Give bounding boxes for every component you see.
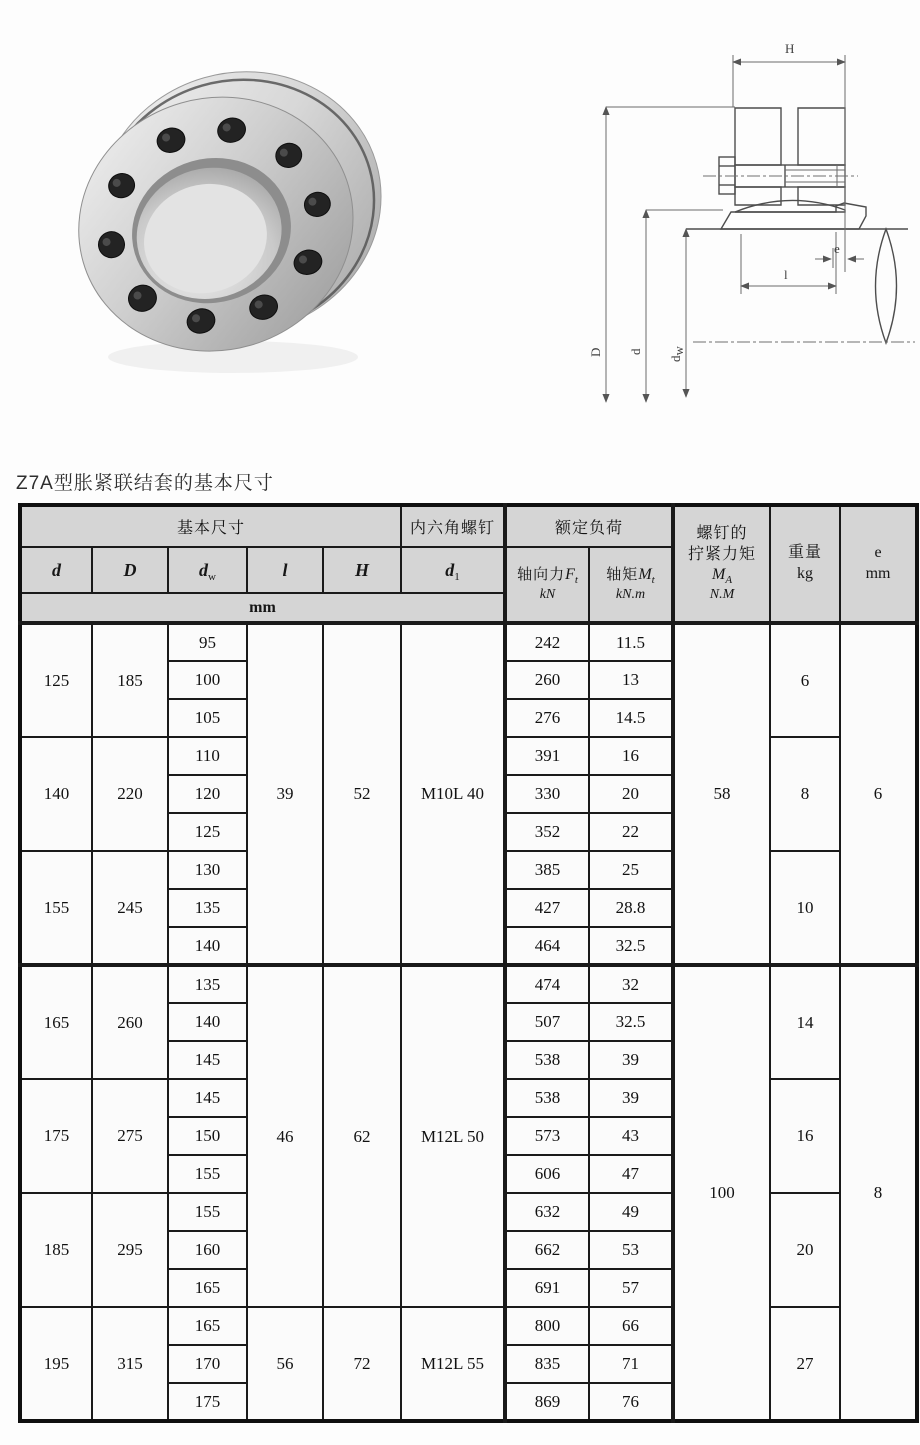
cell-H: 62 [323, 965, 401, 1307]
cell-axial-torque: 71 [589, 1345, 673, 1383]
cell-axial-force: 662 [505, 1231, 589, 1269]
cell-d: 140 [20, 737, 92, 851]
cell-dw: 100 [168, 661, 247, 699]
cell-d1: M12L 55 [401, 1307, 505, 1421]
cell-weight: 16 [770, 1079, 840, 1193]
cell-dw: 140 [168, 1003, 247, 1041]
diagram-label-H: H [785, 41, 795, 56]
table-row [20, 965, 917, 1003]
header-weight: 重量 kg [770, 505, 840, 623]
cell-axial-torque: 39 [589, 1041, 673, 1079]
cell-d: 175 [20, 1079, 92, 1193]
col-header-H: H [323, 547, 401, 593]
diagram-label-e: e [834, 241, 840, 256]
cell-dw: 155 [168, 1193, 247, 1231]
cell-axial-torque: 28.8 [589, 889, 673, 927]
dim-e [815, 241, 864, 268]
header-mm-unit: mm [20, 593, 505, 623]
page-title: Z7A型胀紧联结套的基本尺寸 [16, 473, 274, 494]
cell-axial-force: 464 [505, 927, 589, 965]
collar-section [735, 108, 845, 212]
cell-axial-torque: 25 [589, 851, 673, 889]
cell-d: 195 [20, 1307, 92, 1421]
cell-D: 315 [92, 1307, 168, 1421]
cell-axial-force: 632 [505, 1193, 589, 1231]
table-body [20, 623, 917, 1421]
cell-axial-force: 391 [505, 737, 589, 775]
col-header-axial-torque: 轴矩$M_t$ kN.m [589, 547, 673, 623]
cell-axial-force: 869 [505, 1383, 589, 1421]
cell-D: 295 [92, 1193, 168, 1307]
flange-section [686, 203, 908, 229]
diagram-label-l: l [784, 267, 788, 282]
product-photo [48, 52, 398, 397]
cell-D: 260 [92, 965, 168, 1079]
cell-axial-torque: 76 [589, 1383, 673, 1421]
cell-axial-torque: 14.5 [589, 699, 673, 737]
cell-axial-force: 538 [505, 1041, 589, 1079]
cell-axial-torque: 39 [589, 1079, 673, 1117]
cell-dw: 110 [168, 737, 247, 775]
diagram-label-dw: dw [668, 346, 686, 362]
table-row [20, 623, 917, 661]
spec-table-wrap [18, 503, 919, 1423]
cell-dw: 170 [168, 1345, 247, 1383]
cell-weight: 27 [770, 1307, 840, 1421]
cell-dw: 130 [168, 851, 247, 889]
dim-dw [668, 229, 686, 397]
cell-axial-force: 242 [505, 623, 589, 661]
cell-dw: 145 [168, 1041, 247, 1079]
cell-dw: 95 [168, 623, 247, 661]
cell-axial-force: 276 [505, 699, 589, 737]
cell-d: 165 [20, 965, 92, 1079]
dim-H [733, 41, 845, 272]
header-tightening-torque: 螺钉的 拧紧力矩 $M_A$ N.M [673, 505, 770, 623]
cell-axial-force: 385 [505, 851, 589, 889]
cell-dw: 155 [168, 1155, 247, 1193]
cell-e: 6 [840, 623, 917, 965]
cell-weight: 6 [770, 623, 840, 737]
cell-axial-force: 507 [505, 1003, 589, 1041]
cell-axial-torque: 57 [589, 1269, 673, 1307]
cell-l: 46 [247, 965, 323, 1307]
cell-dw: 120 [168, 775, 247, 813]
header-hex-screw: 内六角螺钉 [401, 505, 505, 547]
col-header-d1: $d_1$ [401, 547, 505, 593]
cell-D: 275 [92, 1079, 168, 1193]
cell-weight: 20 [770, 1193, 840, 1307]
cell-axial-force: 800 [505, 1307, 589, 1345]
col-header-l: l [247, 547, 323, 593]
cell-dw: 135 [168, 889, 247, 927]
dim-D [588, 107, 735, 402]
cell-d: 125 [20, 623, 92, 737]
cell-d1: M10L 40 [401, 623, 505, 965]
header-basic-dims: 基本尺寸 [20, 505, 401, 547]
cell-axial-force: 330 [505, 775, 589, 813]
cell-dw: 165 [168, 1269, 247, 1307]
table-row [20, 1307, 917, 1345]
cell-axial-force: 691 [505, 1269, 589, 1307]
cell-axial-torque: 16 [589, 737, 673, 775]
cell-dw: 175 [168, 1383, 247, 1421]
cell-l: 56 [247, 1307, 323, 1421]
cell-dw: 125 [168, 813, 247, 851]
header-e: e mm [840, 505, 917, 623]
cell-tightening-torque: 58 [673, 623, 770, 965]
cell-axial-torque: 66 [589, 1307, 673, 1345]
col-header-dw: $d_w$ [168, 547, 247, 593]
cell-axial-force: 606 [505, 1155, 589, 1193]
cell-dw: 135 [168, 965, 247, 1003]
diagram-label-d: d [628, 348, 643, 355]
col-header-axial-force: 轴向力$F_t$ kN [505, 547, 589, 623]
cell-axial-torque: 43 [589, 1117, 673, 1155]
cell-axial-torque: 53 [589, 1231, 673, 1269]
dimension-diagram [553, 22, 920, 440]
cell-axial-torque: 22 [589, 813, 673, 851]
cell-weight: 8 [770, 737, 840, 851]
cell-tightening-torque: 100 [673, 965, 770, 1421]
cell-axial-force: 474 [505, 965, 589, 1003]
cell-axial-force: 835 [505, 1345, 589, 1383]
cell-dw: 150 [168, 1117, 247, 1155]
cell-axial-force: 538 [505, 1079, 589, 1117]
cell-dw: 105 [168, 699, 247, 737]
cell-l: 39 [247, 623, 323, 965]
cell-axial-force: 352 [505, 813, 589, 851]
header-rated-load: 额定负荷 [505, 505, 673, 547]
cell-dw: 140 [168, 927, 247, 965]
spec-table [18, 503, 919, 1423]
dim-l [741, 232, 836, 294]
cell-dw: 145 [168, 1079, 247, 1117]
cell-axial-torque: 49 [589, 1193, 673, 1231]
cell-axial-force: 260 [505, 661, 589, 699]
cell-weight: 10 [770, 851, 840, 965]
cell-axial-torque: 32.5 [589, 927, 673, 965]
cell-d1: M12L 50 [401, 965, 505, 1307]
cell-D: 245 [92, 851, 168, 965]
cell-d: 185 [20, 1193, 92, 1307]
cell-axial-torque: 13 [589, 661, 673, 699]
cell-D: 185 [92, 623, 168, 737]
cell-H: 52 [323, 623, 401, 965]
cell-weight: 14 [770, 965, 840, 1079]
cell-D: 220 [92, 737, 168, 851]
dim-d [628, 210, 723, 402]
cell-dw: 165 [168, 1307, 247, 1345]
col-header-D: D [92, 547, 168, 593]
cell-d: 155 [20, 851, 92, 965]
diagram-label-D: D [588, 347, 603, 357]
cell-dw: 160 [168, 1231, 247, 1269]
cell-axial-force: 427 [505, 889, 589, 927]
cell-H: 72 [323, 1307, 401, 1421]
cell-axial-torque: 32 [589, 965, 673, 1003]
cell-axial-torque: 20 [589, 775, 673, 813]
cell-axial-torque: 11.5 [589, 623, 673, 661]
col-header-d: d [20, 547, 92, 593]
cell-axial-torque: 32.5 [589, 1003, 673, 1041]
cell-axial-force: 573 [505, 1117, 589, 1155]
cell-axial-torque: 47 [589, 1155, 673, 1193]
cell-e: 8 [840, 965, 917, 1421]
